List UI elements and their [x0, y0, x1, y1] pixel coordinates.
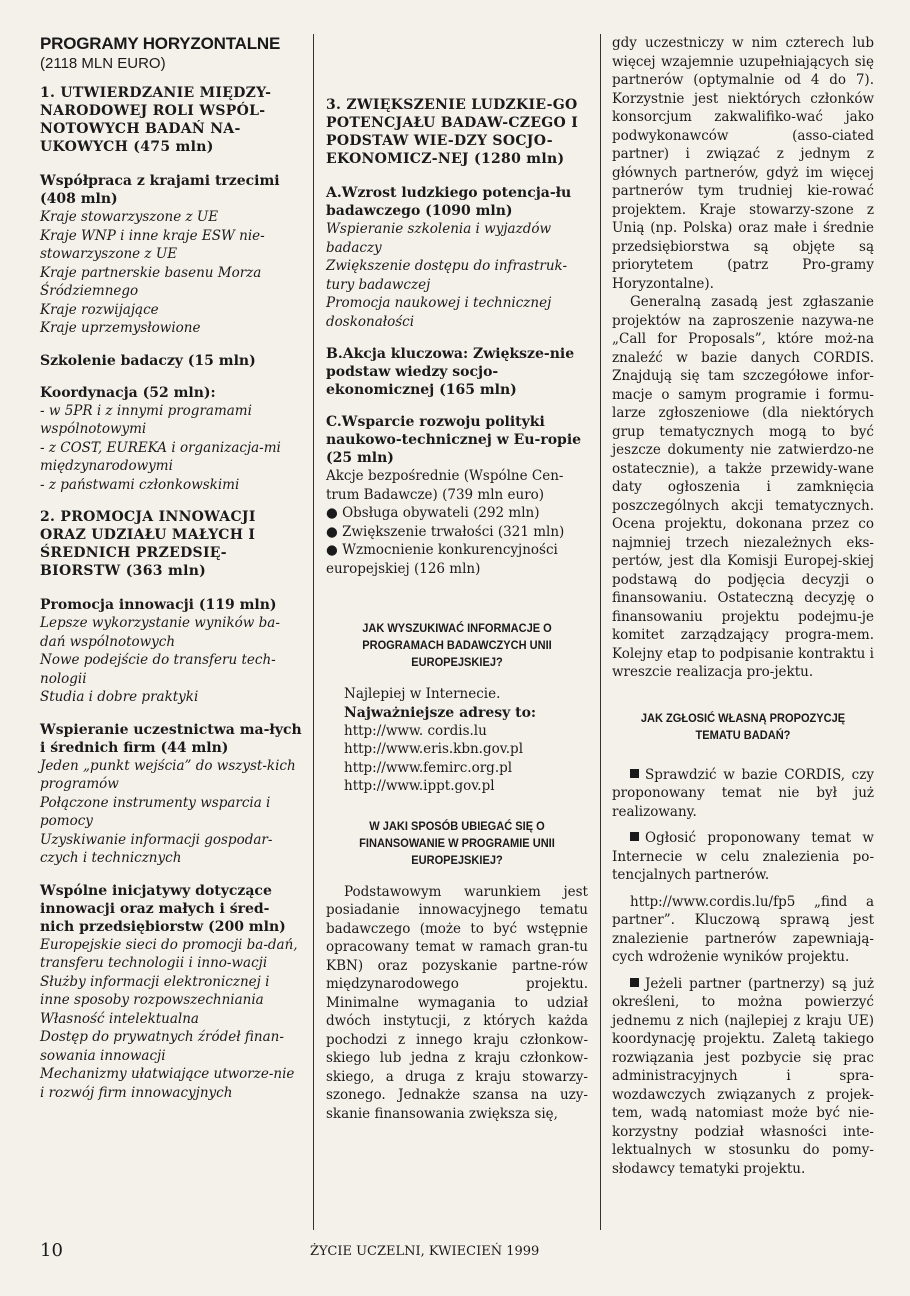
square-bullet-icon [630, 978, 639, 987]
list-item: Nowe podejście do transferu tech-nologii [40, 652, 276, 687]
column-3 [612, 34, 874, 1178]
page-subheading: (2118 MLN EURO) [40, 55, 166, 72]
link-item[interactable]: http://www. cordis.lu [344, 722, 487, 739]
list-item: Studia i dobre praktyki [40, 689, 199, 705]
section-2c-title: Wspólne inicjatywy dotyczące innowacji oraz małych i śred-nich przedsiębiorstw (200 mln) [40, 882, 286, 935]
list-item: - z państwami członkowskimi [40, 476, 240, 493]
section-3c-title: C.Wsparcie rozwoju polityki naukowo-technicznej w Eu-ropie (25 mln) [326, 414, 582, 466]
section-1-title: 1. UTWIERDZANIE MIĘDZY-NARODOWEJ ROLI WSPÓL-NOTOWYCH BADAŃ NA-UKOWYCH (475 mln) [40, 85, 272, 155]
square-bullet-icon [630, 769, 639, 778]
list-item: Uzyskiwanie informacji gospodar-czych i technicznych [40, 831, 273, 866]
list-item: Jeden „punkt wejścia” do wszyst-kich programów [40, 757, 296, 792]
column-1 [40, 34, 302, 1102]
info-box-title: JAK WYSZUKIWAĆ INFORMACJE O PROGRAMACH BADAWCZYCH UNII EUROPEJSKIEJ? [362, 621, 552, 669]
column-rule-left [313, 34, 314, 1230]
bullet-item: ● Obsługa obywateli (292 mln) [326, 505, 540, 521]
funding-box-text: Podstawowym warunkiem jest posiadanie innowacyjnego tematu badawczego (może to być wstępnie opracowany temat w ramach gran-tu KBN) oraz pozyskanie partne-rów międzynarodowego projektu. Minimalne wymagania to udział dwóch instytucji, z których każda pochodzi z innego kraju członkow-skiego lub jedna z kraju członkow-skiego, a druga z kraju stowarzy-szonego. Jednakże szansa na uzy-skanie finansowania zwiększa się, [326, 883, 588, 1122]
list-item: Europejskie sieci do promocji ba-dań, transferu technologii i inno-wacji [40, 936, 298, 971]
square-bullet-icon [630, 832, 639, 841]
bullet-item: ● Zwiększenie trwałości (321 mln) [326, 523, 565, 540]
paragraph: gdy uczestniczy w nim czterech lub więcej wzajemnie uzupełniających się partnerów (optymalnie od 4 do 7). Korzystnie jest niektórych członków konsorcjum zakwalifiko-wać jako podwykonawców (asso-ciated partner) i związać z jednym z głównych partnerów, gdyż im więcej partnerów tym trudniej kie-rować projektem. Kraje stowarzy-szone z Unią (np. Polska) oraz małe i średnie przedsiębiorstwa są objęte są priorytetem (patrz Pro-gramy Horyzontalne). [612, 35, 874, 292]
list-item: Lepsze wykorzystanie wyników ba-dań wspólnotowych [40, 615, 280, 650]
column-2 [326, 96, 588, 1123]
list-item: Własność intelektualna [40, 1010, 199, 1027]
step-item: Ogłosić proponowany temat w Internecie w celu znalezienia po-tencjalnych partnerów. [612, 830, 874, 883]
page-heading: PROGRAMY HORYZONTALNE [40, 34, 281, 53]
link-item[interactable]: http://www.ippt.gov.pl [344, 778, 495, 794]
link-item[interactable]: http://www.eris.kbn.gov.pl [344, 741, 524, 757]
list-item: - w 5PR i z innymi programami wspólnotowymi [40, 402, 252, 437]
list-item: Zwiększenie dostępu do infrastruk-tury badawczej [326, 258, 568, 293]
info-box-addresses-label: Najważniejsze adresy to: [344, 704, 537, 721]
section-3b-title: B.Akcja kluczowa: Zwiększe-nie podstaw wiedzy socjo-ekonomicznej (165 mln) [326, 346, 575, 398]
list-item: Kraje partnerskie basenu Morza Śródziemnego [40, 264, 262, 299]
list-item: Kraje stowarzyszone z UE [40, 209, 219, 225]
direct-actions-text: Akcje bezpośrednie (Wspólne Cen-trum Badawcze) (739 mln euro) [326, 468, 564, 503]
list-item: Kraje WNP i inne kraje ESW nie-stowarzyszone z UE [40, 227, 265, 262]
info-box-text: Najlepiej w Internecie. [344, 686, 501, 702]
section-2-title: 2. PROMOCJA INNOWACJI ORAZ UDZIAŁU MAŁYCH I ŚREDNICH PRZEDSIĘ-BIORSTW (363 mln) [40, 509, 256, 579]
list-item: Wspieranie szkolenia i wyjazdów badaczy [326, 221, 552, 256]
list-item: Służby informacji elektronicznej i inne sposoby rozpowszechniania [40, 973, 270, 1008]
list-item: Promocja naukowej i technicznej doskonałości [326, 295, 552, 330]
paragraph: Generalną zasadą jest zgłaszanie projektów na zaproszenie nazywa-ne „Call for Proposals”, które moż-na znaleźć w bazie danych CORDIS. Znajdują się tam szczegółowe infor-macje o samym programie i formu-larze zgłoszeniowe (dla niektórych grup tematycznych mogą to być jeszcze dokumenty nie zatwierdzo-ne ostatecznie), a także przewidy-wane daty ogłoszenia i zamknięcia poszczególnych akcji tematycznych. Ocena projektu, dokonana przez co najmniej trzech niezależnych eks-pertów, jest dla Komisji Europej-skiej podstawą do podjęcia decyzji o finansowaniu. Ostateczną decyzję o finansowaniu projektu podejmu-je komitet zarządzający progra-mem. Kolejny etap to podpisanie kontraktu i wreszcie realizacja pro-jektu. [612, 294, 874, 680]
column-rule-right [600, 34, 601, 1230]
step-link-text: http://www.cordis.lu/fp5 „find a partner”. Kluczową sprawą jest znalezienie partnerów zapewniają-cych wdrożenie wyników projektu. [612, 893, 874, 965]
link-item[interactable]: http://www.femirc.org.pl [344, 759, 513, 776]
list-item: Kraje uprzemysłowione [40, 320, 201, 336]
section-3-title: 3. ZWIĘKSZENIE LUDZKIE-GO POTENCJAŁU BADAW-CZEGO I PODSTAW WIE-DZY SOCJO-EKONOMICZ-NEJ (1280 mln) [326, 97, 579, 167]
list-item: Dostęp do prywatnych źródeł finan-sowania innowacji [40, 1029, 284, 1064]
list-item: Połączone instrumenty wsparcia i pomocy [40, 794, 271, 829]
step-item: Jeżeli partner (partnerzy) są już określeni, to można powierzyć jednemu z nich (najlepiej z kraju UE) koordynację projektu. Zaletą takiego rozwiązania jest pozbycie się prac administracyjnych i spra-wozdawczych związanych z projek-tem, wadą natomiast może być nie-korzystny podział własności inte-lektualnych w stosunku do pomy-słodawcy tematyki projektu. [612, 975, 874, 1177]
proposal-box-title: JAK ZGŁOSIĆ WŁASNĄ PROPOZYCJĘ TEMATU BADAŃ? [640, 710, 846, 742]
page-number: 10 [40, 1240, 63, 1261]
list-item: - z COST, EUREKA i organizacja-mi międzynarodowymi [40, 439, 281, 474]
funding-box-title: W JAKI SPOSÓB UBIEGAĆ SIĘ O FINANSOWANIE W PROGRAMIE UNII EUROPEJSKIEJ? [359, 818, 555, 867]
section-2a-title: Promocja innowacji (119 mln) [40, 597, 277, 613]
publication-footer: ŻYCIE UCZELNI, KWIECIEŃ 1999 [310, 1244, 540, 1259]
list-item: Kraje rozwijające [40, 301, 159, 318]
bullet-item: ● Wzmocnienie konkurencyjności europejskiej (126 mln) [326, 542, 558, 577]
section-3a-title: A.Wzrost ludzkiego potencja-łu badawczego (1090 mln) [326, 185, 572, 219]
section-1a-title: Współpraca z krajami trzecimi (408 mln) [40, 173, 280, 207]
section-1c-title: Koordynacja (52 mln): [40, 384, 216, 401]
list-item: Mechanizmy ułatwiające utworze-nie i rozwój firm innowacyjnych [40, 1066, 295, 1101]
step-item: Sprawdzić w bazie CORDIS, czy proponowany temat nie był już realizowany. [612, 766, 874, 820]
section-2b-title: Wspieranie uczestnictwa ma-łych i średnich firm (44 mln) [40, 721, 302, 756]
section-1b-title: Szkolenie badaczy (15 mln) [40, 352, 256, 369]
